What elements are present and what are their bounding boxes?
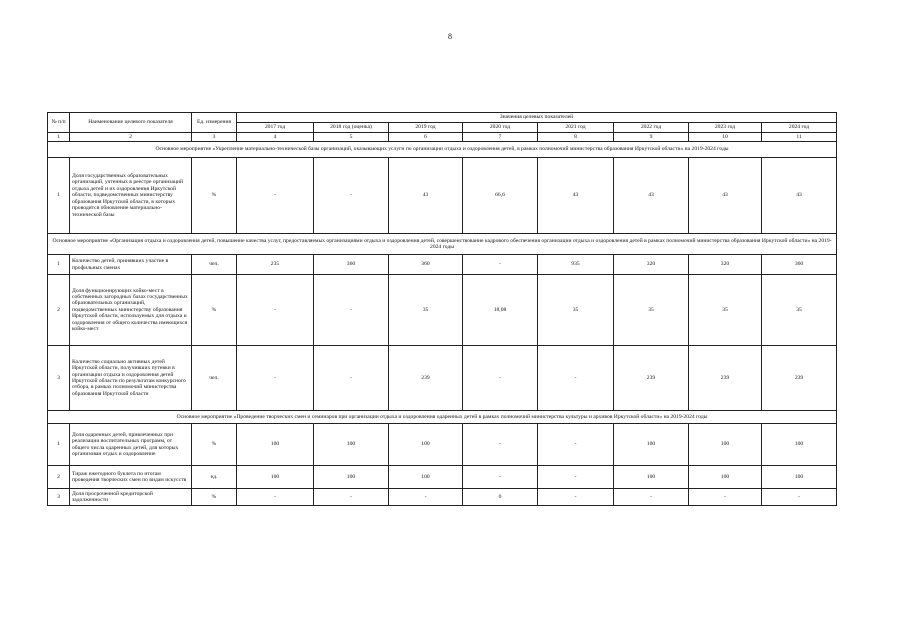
- value-cell: -: [463, 466, 538, 489]
- value-cell: -: [314, 489, 389, 506]
- header-year: 2021 год: [538, 123, 614, 133]
- indicator-name: Доля просроченной кредиторской задолженности: [70, 489, 192, 506]
- section-title: Основное мероприятие «Укрепление материально-технической базы организаций, оказывающих услуги по организации отдыха и оздоровления детей, в рамках полномочий министерства образования Иркутской области» на 2019-2024 годы: [48, 142, 837, 158]
- value-cell: 100: [614, 466, 689, 489]
- value-cell: 239: [762, 346, 837, 411]
- header-year: 2017 год: [237, 123, 314, 133]
- value-cell: 43: [762, 158, 837, 234]
- col-number: 3: [192, 133, 237, 142]
- unit-cell: %: [192, 275, 237, 346]
- unit-cell: %: [192, 489, 237, 506]
- col-number: 9: [614, 133, 689, 142]
- page-number: 8: [448, 32, 452, 41]
- value-cell: -: [389, 489, 463, 506]
- value-cell: 100: [389, 424, 463, 466]
- table-row: [48, 346, 837, 411]
- header-num: № п/п: [48, 113, 70, 133]
- indicator-name: Количество детей, принявших участие в профильных сменах: [70, 255, 192, 275]
- row-number: 1: [48, 158, 70, 234]
- value-cell: 239: [614, 346, 689, 411]
- value-cell: 18,08: [463, 275, 538, 346]
- row-number: 2: [48, 275, 70, 346]
- section-title: Основное мероприятие «Организация отдыха и оздоровления детей, повышение качества услуг, предоставляемых организациями отдыха и оздоровления детей, совершенствование кадрового обеспечения организации отдыха и оздоровления детей в рамках полномочий министерства образования Иркутской области» на 2019-2024 годы: [48, 234, 837, 255]
- table-row: [48, 489, 837, 506]
- value-cell: -: [237, 346, 314, 411]
- row-number: 1: [48, 255, 70, 275]
- value-cell: 43: [389, 158, 463, 234]
- value-cell: 320: [614, 255, 689, 275]
- value-cell: -: [463, 255, 538, 275]
- header-year: 2022 год: [614, 123, 689, 133]
- col-number: 8: [538, 133, 614, 142]
- value-cell: 35: [538, 275, 614, 346]
- header-year: 2023 год: [689, 123, 762, 133]
- header-values-title: Значения целевых показателей: [237, 113, 837, 123]
- value-cell: 360: [389, 255, 463, 275]
- table-row: [48, 466, 837, 489]
- value-cell: 100: [689, 466, 762, 489]
- unit-cell: чел.: [192, 346, 237, 411]
- value-cell: 35: [762, 275, 837, 346]
- col-number: 2: [70, 133, 192, 142]
- table-row: [48, 424, 837, 466]
- value-cell: 320: [689, 255, 762, 275]
- header-year: 2020 год: [463, 123, 538, 133]
- target-indicators-table: [47, 112, 837, 506]
- header-unit: Ед. измерения: [192, 113, 237, 133]
- col-number: 7: [463, 133, 538, 142]
- value-cell: -: [689, 489, 762, 506]
- row-number: 3: [48, 489, 70, 506]
- row-number: 1: [48, 424, 70, 466]
- value-cell: -: [538, 346, 614, 411]
- value-cell: -: [314, 346, 389, 411]
- value-cell: 66,6: [463, 158, 538, 234]
- indicator-name: Тираж ежегодного буклета по итогам проведения творческих смен по видам искусств: [70, 466, 192, 489]
- col-number: 6: [389, 133, 463, 142]
- row-number: 3: [48, 346, 70, 411]
- value-cell: 100: [314, 466, 389, 489]
- value-cell: -: [463, 424, 538, 466]
- section-header-row: [48, 234, 837, 255]
- value-cell: 100: [237, 466, 314, 489]
- value-cell: 35: [689, 275, 762, 346]
- value-cell: 360: [314, 255, 389, 275]
- value-cell: -: [463, 346, 538, 411]
- value-cell: -: [538, 424, 614, 466]
- value-cell: 35: [614, 275, 689, 346]
- value-cell: 0: [463, 489, 538, 506]
- header-year: 2018 год (оценка): [314, 123, 389, 133]
- unit-cell: %: [192, 424, 237, 466]
- unit-cell: ед.: [192, 466, 237, 489]
- value-cell: -: [538, 466, 614, 489]
- indicator-name: Доля государственных образовательных организаций, учтенных в реестре организаций отдыха детей и их оздоровления Иркутской области, подведомственных министерству образования Иркутской области, в которых проводится обновление материально-технической базы: [70, 158, 192, 234]
- unit-cell: чел.: [192, 255, 237, 275]
- section-title: Основное мероприятие «Проведение творческих смен и семинаров при организации отдыха и оздоровления одаренных детей в рамках полномочий министерства культуры и архивов Иркутской области» на 2019-2024 годы: [48, 411, 837, 424]
- section-header-row: [48, 142, 837, 158]
- value-cell: 100: [389, 466, 463, 489]
- value-cell: -: [762, 489, 837, 506]
- col-number: 10: [689, 133, 762, 142]
- value-cell: 43: [614, 158, 689, 234]
- value-cell: -: [314, 158, 389, 234]
- value-cell: 100: [614, 424, 689, 466]
- value-cell: -: [237, 158, 314, 234]
- value-cell: 43: [689, 158, 762, 234]
- value-cell: 35: [389, 275, 463, 346]
- table-row: [48, 158, 837, 234]
- value-cell: 235: [237, 255, 314, 275]
- value-cell: 935: [538, 255, 614, 275]
- section-header-row: [48, 411, 837, 424]
- value-cell: -: [314, 275, 389, 346]
- value-cell: 100: [689, 424, 762, 466]
- indicator-name: Количество социально активных детей Иркутской области, получивших путевки в организации отдыха и оздоровления детей Иркутской области по результатам конкурсного отбора, в рамках полномочий министерства образования Иркутской области: [70, 346, 192, 411]
- col-number: 1: [48, 133, 70, 142]
- value-cell: 100: [762, 466, 837, 489]
- table-row: [48, 275, 837, 346]
- value-cell: -: [614, 489, 689, 506]
- value-cell: 100: [314, 424, 389, 466]
- indicator-name: Доля одаренных детей, привлеченных при реализации воспитательных программ, от общего числа одаренных детей, для которых организован отдых и оздоровление: [70, 424, 192, 466]
- value-cell: -: [538, 489, 614, 506]
- col-number: 11: [762, 133, 837, 142]
- header-row: [48, 113, 837, 123]
- value-cell: -: [237, 489, 314, 506]
- indicator-name: Доля функционирующих койко-мест в собственных загородных базах государственных образовательных организаций, подведомственных министерству образования Иркутской области, используемых для отдыха и оздоровления от общего количества имеющихся койко-мест: [70, 275, 192, 346]
- row-number: 2: [48, 466, 70, 489]
- value-cell: 239: [389, 346, 463, 411]
- value-cell: 43: [538, 158, 614, 234]
- header-year: 2024 год: [762, 123, 837, 133]
- value-cell: 360: [762, 255, 837, 275]
- value-cell: 100: [237, 424, 314, 466]
- col-number: 5: [314, 133, 389, 142]
- header-year: 2019 год: [389, 123, 463, 133]
- column-number-row: [48, 133, 837, 142]
- value-cell: 239: [689, 346, 762, 411]
- unit-cell: %: [192, 158, 237, 234]
- value-cell: 100: [762, 424, 837, 466]
- header-name: Наименование целевого показателя: [70, 113, 192, 133]
- table-row: [48, 255, 837, 275]
- col-number: 4: [237, 133, 314, 142]
- value-cell: -: [237, 275, 314, 346]
